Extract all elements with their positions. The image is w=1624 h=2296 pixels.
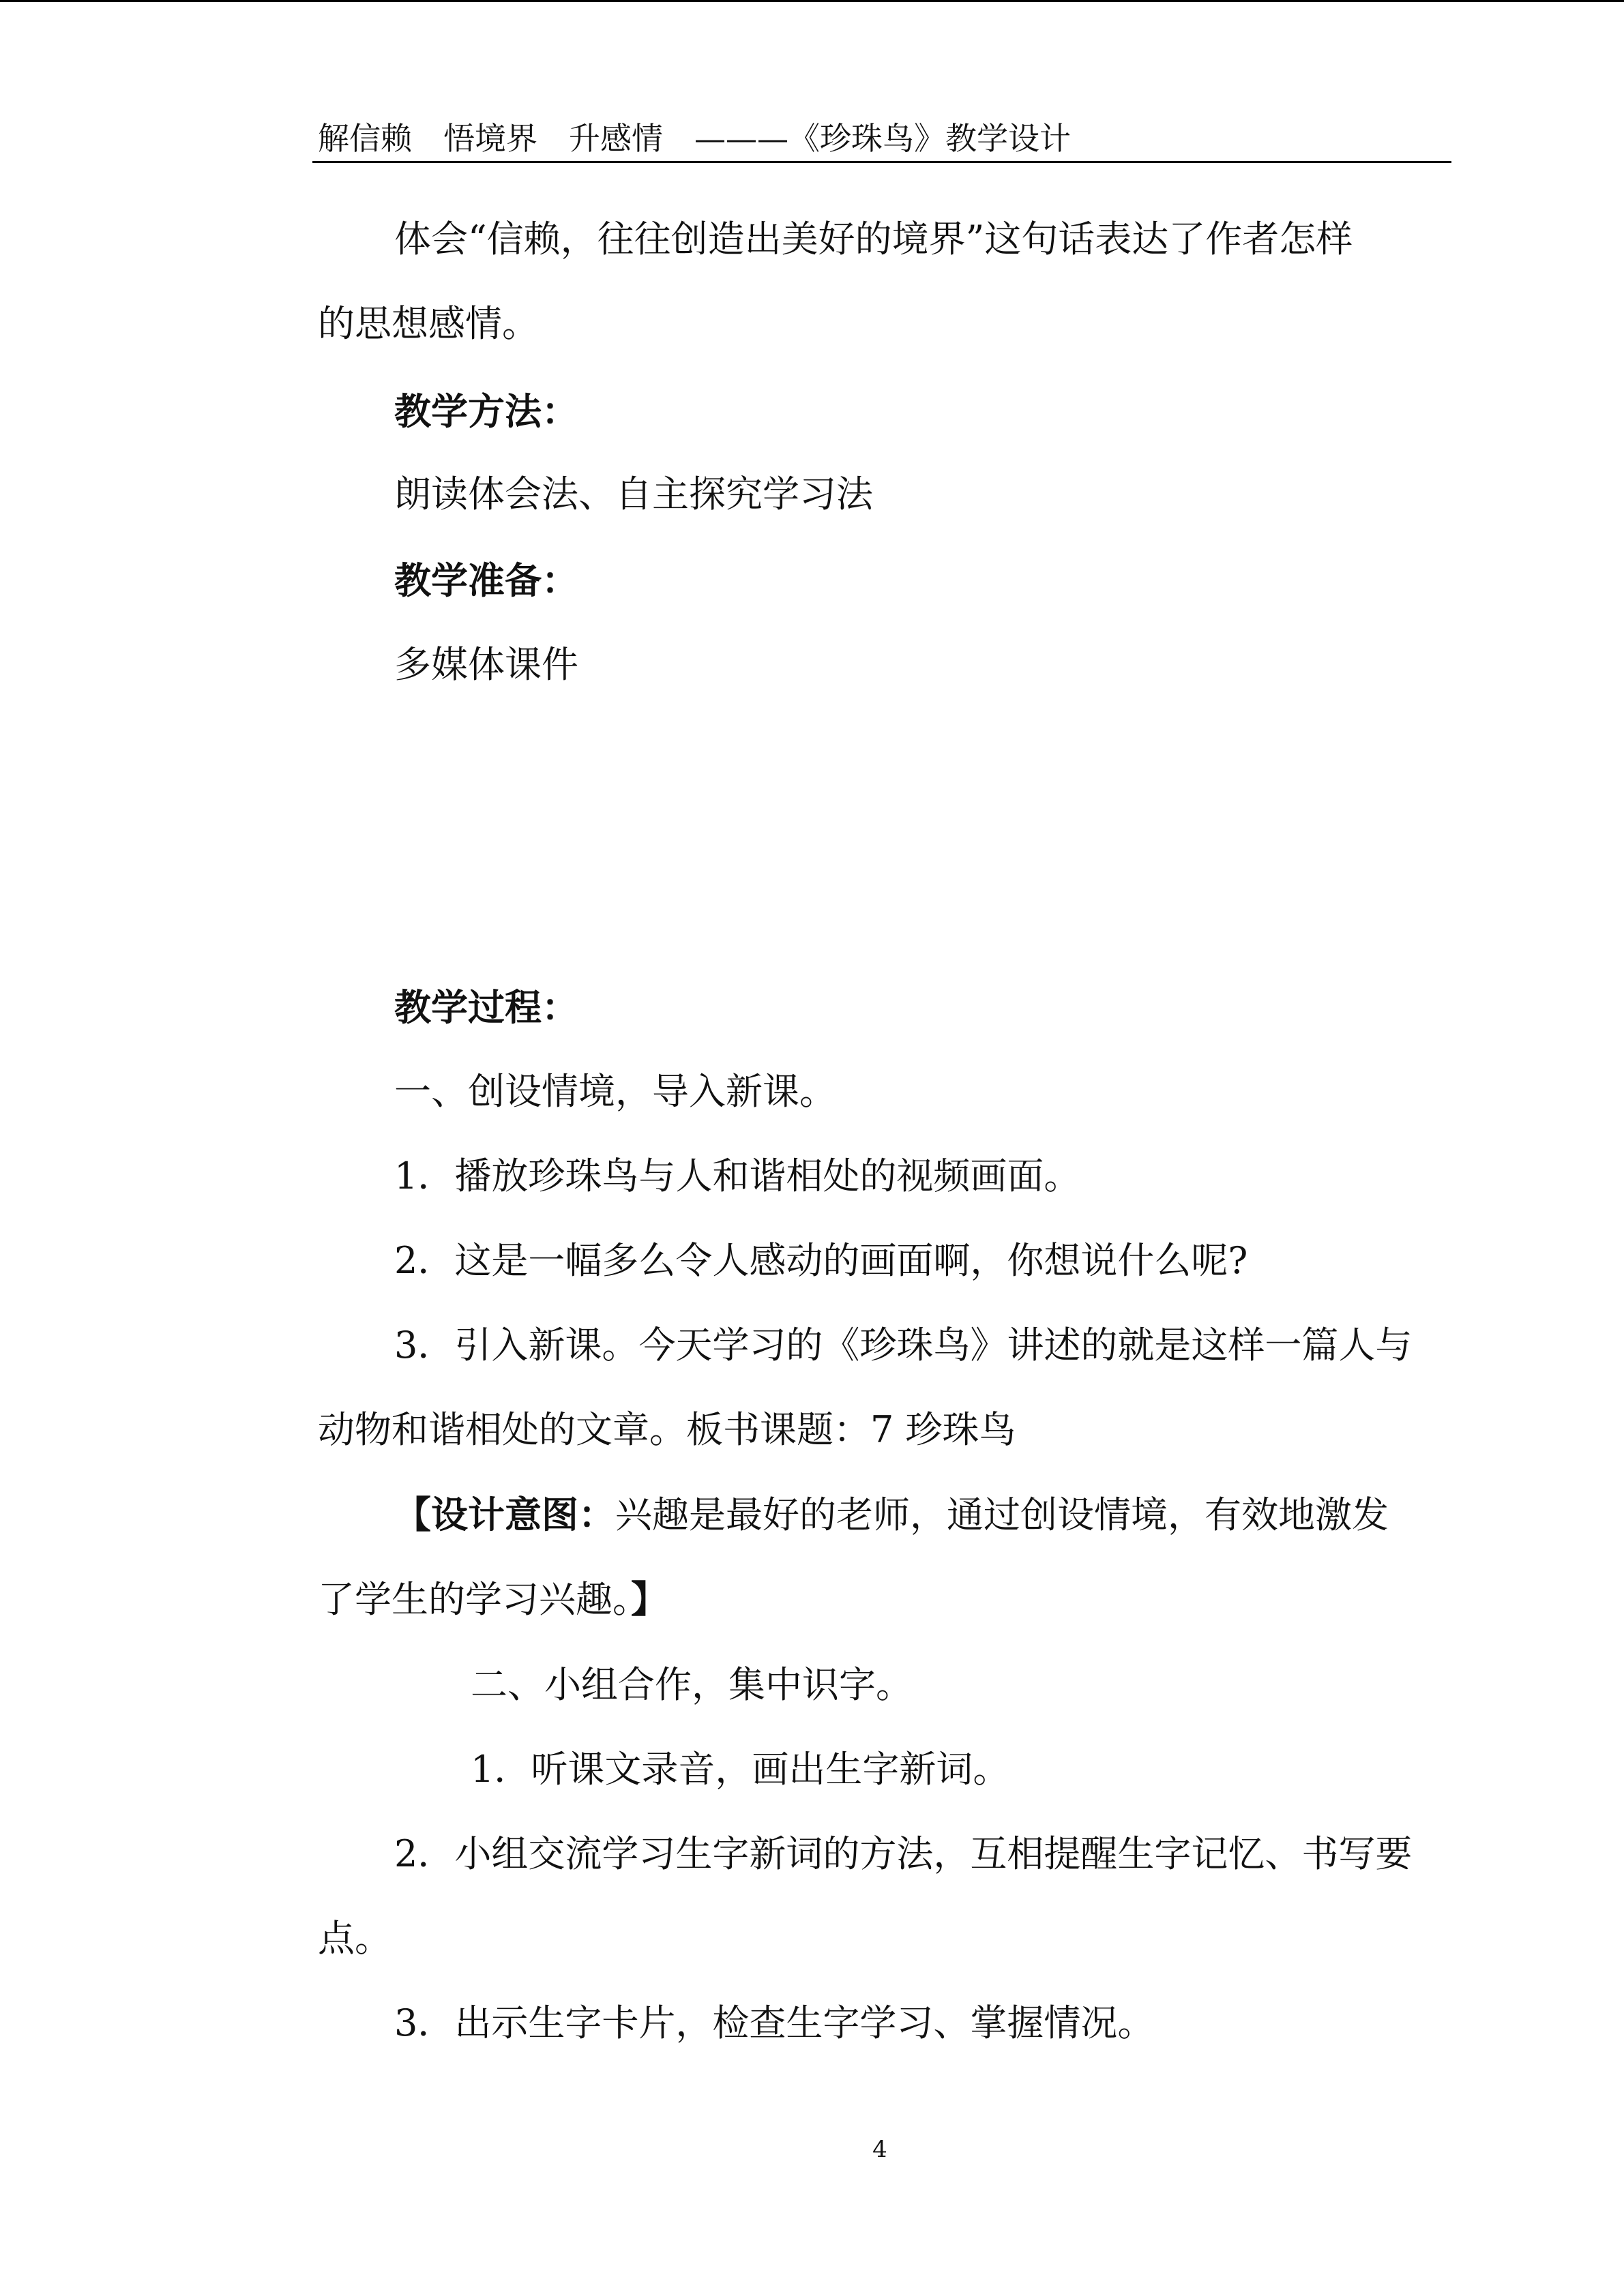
method-text: 朗读体会法、自主探究学习法 [394, 473, 873, 516]
page-number: 4 [872, 2136, 887, 2163]
design-intent-line1 [394, 1491, 1389, 1539]
bracket-open: 【 [394, 1493, 431, 1536]
list-item-continued: 动物和谐相处的文章。板书课题：7 珍珠鸟 [318, 1408, 1016, 1451]
paragraph-line: 的思想感情。 [318, 302, 539, 345]
design-intent-text: 了学生的学习兴趣。 [318, 1578, 631, 1621]
prep-text: 多媒体课件 [394, 643, 578, 686]
section-heading-prep: 教学准备： [394, 558, 578, 602]
section-heading-process: 教学过程： [394, 985, 578, 1029]
page-header: 解信赖 悟境界 升感情 ———《珍珠鸟》教学设计 [318, 120, 1071, 157]
header-rule [312, 161, 1451, 163]
design-intent-label: 设计意图： [431, 1493, 615, 1536]
section1-title: 一、创设情境，导入新课。 [394, 1070, 836, 1113]
list-item: 2．这是一幅多么令人感动的画面啊，你想说什么呢? [394, 1239, 1248, 1282]
page-top-border [0, 0, 1624, 2]
list-item: 1．听课文录音，画出生字新词。 [471, 1748, 1010, 1791]
list-item-continued: 点。 [318, 1917, 392, 1960]
bracket-close: 】 [631, 1577, 668, 1621]
list-item: 2．小组交流学习生字新词的方法，互相提醒生字记忆、书写要 [394, 1832, 1413, 1875]
section-heading-method: 教学方法： [394, 389, 578, 433]
section2-title: 二、小组合作，集中识字。 [471, 1663, 913, 1706]
list-item: 3．出示生字卡片，检查生字学习、掌握情况。 [394, 2001, 1155, 2044]
list-item: 3．引入新课。今天学习的《珍珠鸟》讲述的就是这样一篇人与 [394, 1324, 1413, 1367]
design-intent-text: 兴趣是最好的老师，通过创设情境，有效地激发 [615, 1493, 1389, 1536]
paragraph-line: 体会“信赖，往往创造出美好的境界”这句话表达了作者怎样 [394, 218, 1353, 260]
list-item: 1．播放珍珠鸟与人和谐相处的视频画面。 [394, 1154, 1081, 1197]
design-intent-line2 [318, 1575, 668, 1624]
